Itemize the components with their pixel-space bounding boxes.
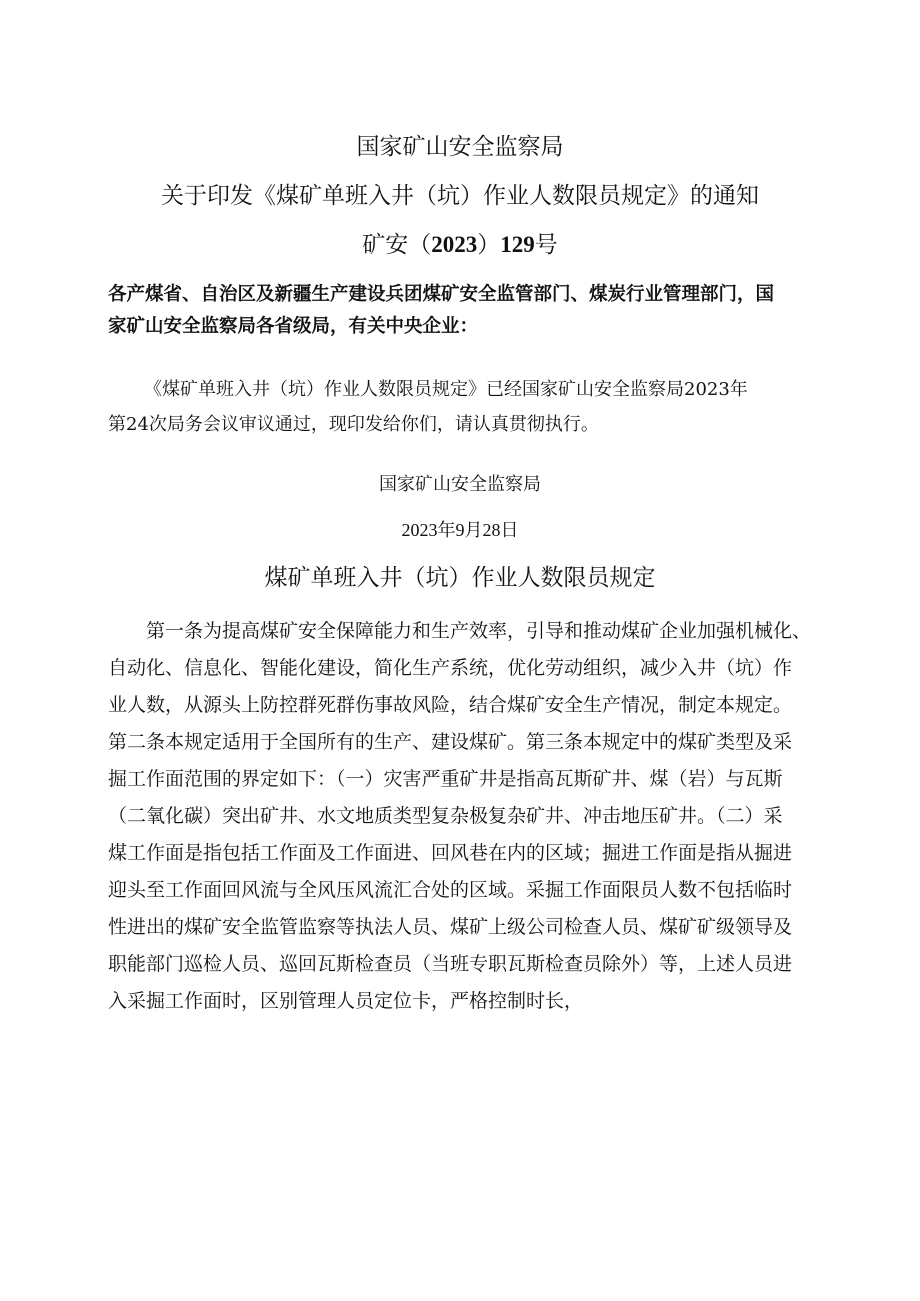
intro-paragraph bbox=[108, 372, 830, 442]
body-line: 入采掘工作面时，区别管理人员定位卡，严格控制时长， bbox=[108, 990, 584, 1012]
doc-number-suffix: 号 bbox=[534, 232, 558, 258]
doc-number-prefix: 矿安（ bbox=[362, 232, 432, 258]
body-line: （二氧化碳）突出矿井、水文地质类型复杂极复杂矿井、冲击地压矿井。（二）采 bbox=[108, 805, 783, 827]
document-number bbox=[0, 229, 920, 261]
body-line: 第一条为提高煤矿安全保障能力和生产效率，引导和推动煤矿企业加强机械化、 bbox=[146, 620, 812, 642]
addressee-paragraph bbox=[108, 279, 830, 343]
regulation-title: 煤矿单班入井（坑）作业人数限员规定 bbox=[264, 565, 656, 591]
signature-date: 2023年9月28日 bbox=[401, 520, 519, 540]
addressee-line: 家矿山安全监察局各省级局，有关中央企业： bbox=[108, 316, 479, 337]
regulation-body bbox=[108, 613, 834, 1020]
signature-issuer: 国家矿山安全监察局 bbox=[379, 474, 541, 495]
addressee-line: 各产煤省、自治区及新疆生产建设兵团煤矿安全监管部门、煤炭行业管理部门，国 bbox=[108, 284, 775, 305]
body-line: 迎头至工作面回风流与全风压风流汇合处的区域。采掘工作面限员人数不包括临时 bbox=[108, 879, 793, 901]
body-line: 第二条本规定适用于全国所有的生产、建设煤矿。第三条本规定中的煤矿类型及采 bbox=[108, 731, 793, 753]
notice-title: 关于印发《煤矿单班入井（坑）作业人数限员规定》的通知 bbox=[161, 183, 759, 209]
intro-line: 《煤矿单班入井（坑）作业人数限员规定》已经国家矿山安全监察局2023年 bbox=[144, 379, 748, 400]
intro-line: 第24次局务会议审议通过，现印发给你们，请认真贯彻执行。 bbox=[108, 414, 599, 435]
doc-number-num: 129 bbox=[500, 232, 535, 257]
body-line: 煤工作面是指包括工作面及工作面进、回风巷在内的区域；掘进工作面是指从掘进 bbox=[108, 842, 793, 864]
body-line: 性进出的煤矿安全监管监察等执法人员、煤矿上级公司检查人员、煤矿矿级领导及 bbox=[108, 916, 793, 938]
body-line: 职能部门巡检人员、巡回瓦斯检查员（当班专职瓦斯检查员除外）等，上述人员进 bbox=[108, 953, 793, 975]
agency-heading: 国家矿山安全监察局 bbox=[356, 134, 564, 160]
body-line: 自动化、信息化、智能化建设，简化生产系统，优化劳动组织，减少入井（坑）作 bbox=[108, 657, 793, 679]
doc-number-mid: ） bbox=[477, 232, 501, 258]
body-line: 业人数，从源头上防控群死群伤事故风险，结合煤矿安全生产情况，制定本规定。 bbox=[108, 694, 793, 716]
doc-number-year: 2023 bbox=[431, 232, 478, 257]
body-line: 掘工作面范围的界定如下：（一）灾害严重矿井是指高瓦斯矿井、煤（岩）与瓦斯 bbox=[108, 768, 783, 790]
